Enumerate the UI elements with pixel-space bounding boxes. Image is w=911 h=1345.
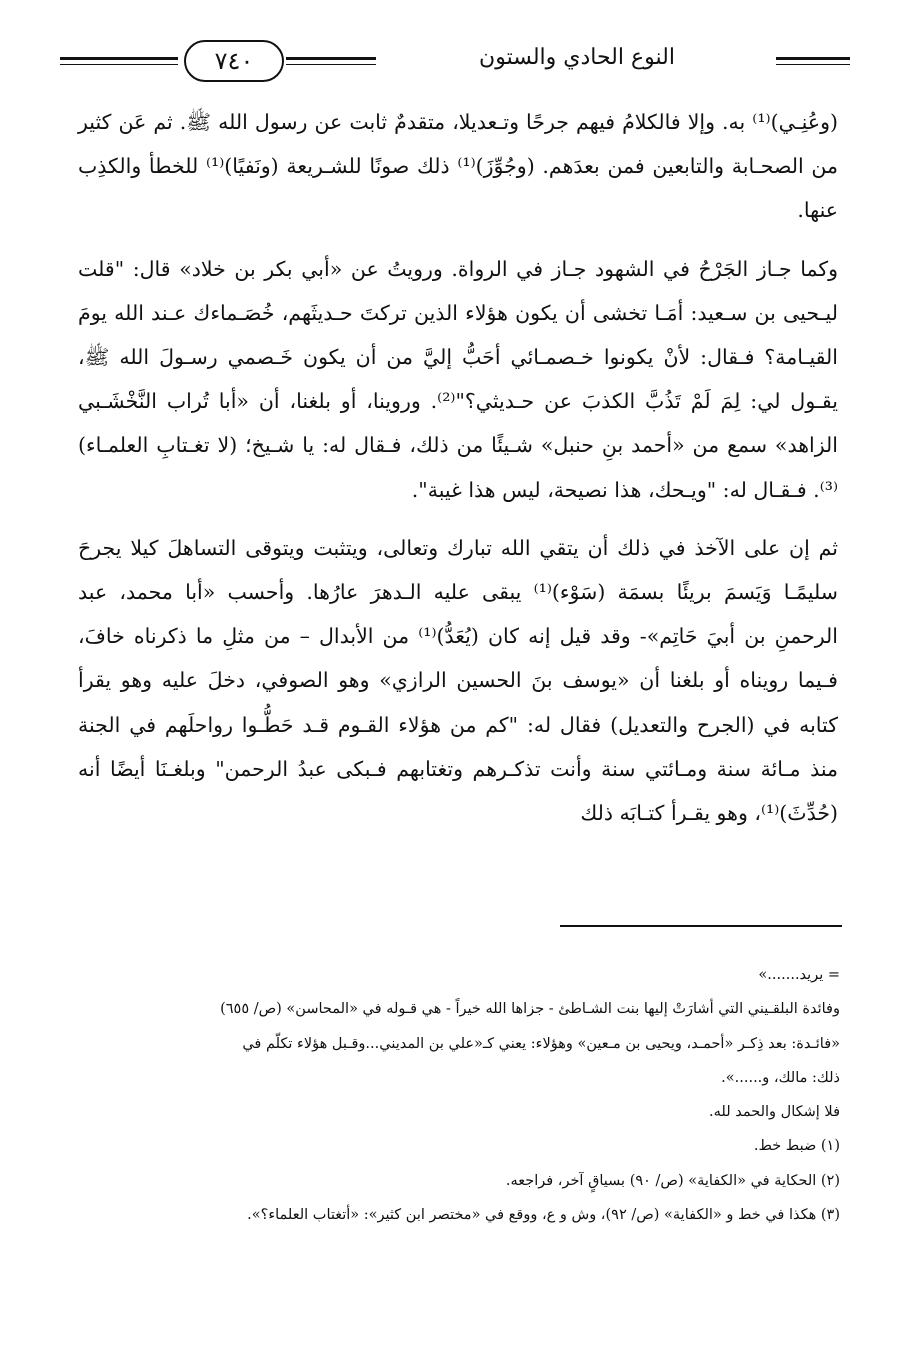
header-rule-left [60,57,178,65]
paragraph: ثم إن على الآخذ في ذلك أن يتقي الله تبارك وتعالى، ويتثبت ويتوقى التساهلَ كيلا يجرحَ سليمًـا وَيَسمَ بريئًا بسمَة (سَوْء)⁽¹⁾ يبقى عليه الـدهرَ عارُها. وأحسب «أبا محمد، عبد الرحمنِ بن أبيَ حَاتِم»- وقد قيل إنه كان (يُعَدُّ)⁽¹⁾ من الأبدال – من مثلِ ما ذكرناه خافَ، فـيما رويناه أو بلغنا أن «يوسف بنَ الحسين الرازي» وهو الصوفي، دخلَ عليه وهو يقرأ كتابه في (الجرح والتعديل) فقال له: "كم من هؤلاء القـوم قـد حَطُّـوا رواحلَهم في الجنة منذ مـائة سنة ومـائتي سنة وأنت تذكـرهم وتغتابهم فـبكى عبدُ الرحمن" وبلغـنَا أيضًا أنه (حُدِّثَ)⁽¹⁾، وهو يقـرأ كتـابَه ذلك [78,535,838,826]
footnote-line: «فائـدة: بعد ذِكـر «أحمـد، ويحيى بن مـعين» وهؤلاء: يعني كـ«علي بن المديني...وقـبل هؤلاء تكلّم في [242,1035,840,1052]
footnote-line: فلا إشكال والحمد لله. [709,1104,840,1121]
footnotes [78,958,840,1232]
footnote-line: وفائدة البلقـيني التي أشارَتْ إليها بنت الشـاطئ - جزاها الله خيراً - هي قـوله في «المحاسن» (ص/ ٦٥٥) [220,1001,840,1018]
header-rule-right [776,57,850,65]
paragraph: وكما جـاز الجَرْحُ في الشهود جـاز في الرواة. ورويتُ عن «أبي بكر بن خلاد» قال: "قلت ليـحيى بن سـعيد: أمَـا تخشى أن يكون هؤلاء الذين تركتَ حـديثَهم، خُصَـماءك عـند الله يومَ القيـامة؟ فـقال: لأنْ يكونوا خـصمـائي أحَبُّ إليَّ من أن يكون خَـصمي رسـولَ الله ﷺ، يقـول لي: لِمَ لَمْ تَذُبَّ الكذبَ عن حـديثي؟"⁽²⁾. وروينا، أو بلغنا، أن «أبا تُراب النَّخْشَـبي الزاهد» سمع من «أحمد بنِ حنبل» شـيئًا من ذلك، فـقال له: يا شـيخ؛ (لا تغـتابِ العلمـاء)⁽³⁾. فـقـال له: "ويـحك، هذا نصيحة، ليس هذا غيبة". [78,256,838,502]
footnote-line: ذلك: مالك، و......». [721,1069,840,1086]
footnote-line: = يريد.......» [758,967,840,983]
page-number: ٧٤٠ [184,40,284,82]
header-rule-middle [286,57,376,65]
footnote-separator [560,925,842,927]
running-title: النوع الحادي والستون [479,45,675,70]
footnote-line: (١) ضبط خط. [753,1138,840,1155]
paragraph: (وعُنِـي)⁽¹⁾ به. وإلا فالكلامُ فيهم جرحًا وتـعديلا، متقدمٌ ثابت عن رسول الله ﷺ. ثم عَن كثير من الصحـابة والتابعين فمن بعدَهم. (وجُوِّزَ)⁽¹⁾ ذلك صونًا للشـريعة (ونَفيًا)⁽¹⁾ للخطأ والكذِب عنها. [78,110,838,223]
main-text [78,100,838,835]
page-header [60,38,850,86]
footnote-line: (٢) الحكاية في «الكفاية» (ص/ ٩٠) بسياقٍ آخر، فراجعه. [505,1172,840,1189]
footnote-line: (٣) هكذا في خط و «الكفاية» (ص/ ٩٢)، وش و ع، ووقع في «مختصر ابن كثير»: «أتغتاب العلماء؟». [247,1207,840,1224]
